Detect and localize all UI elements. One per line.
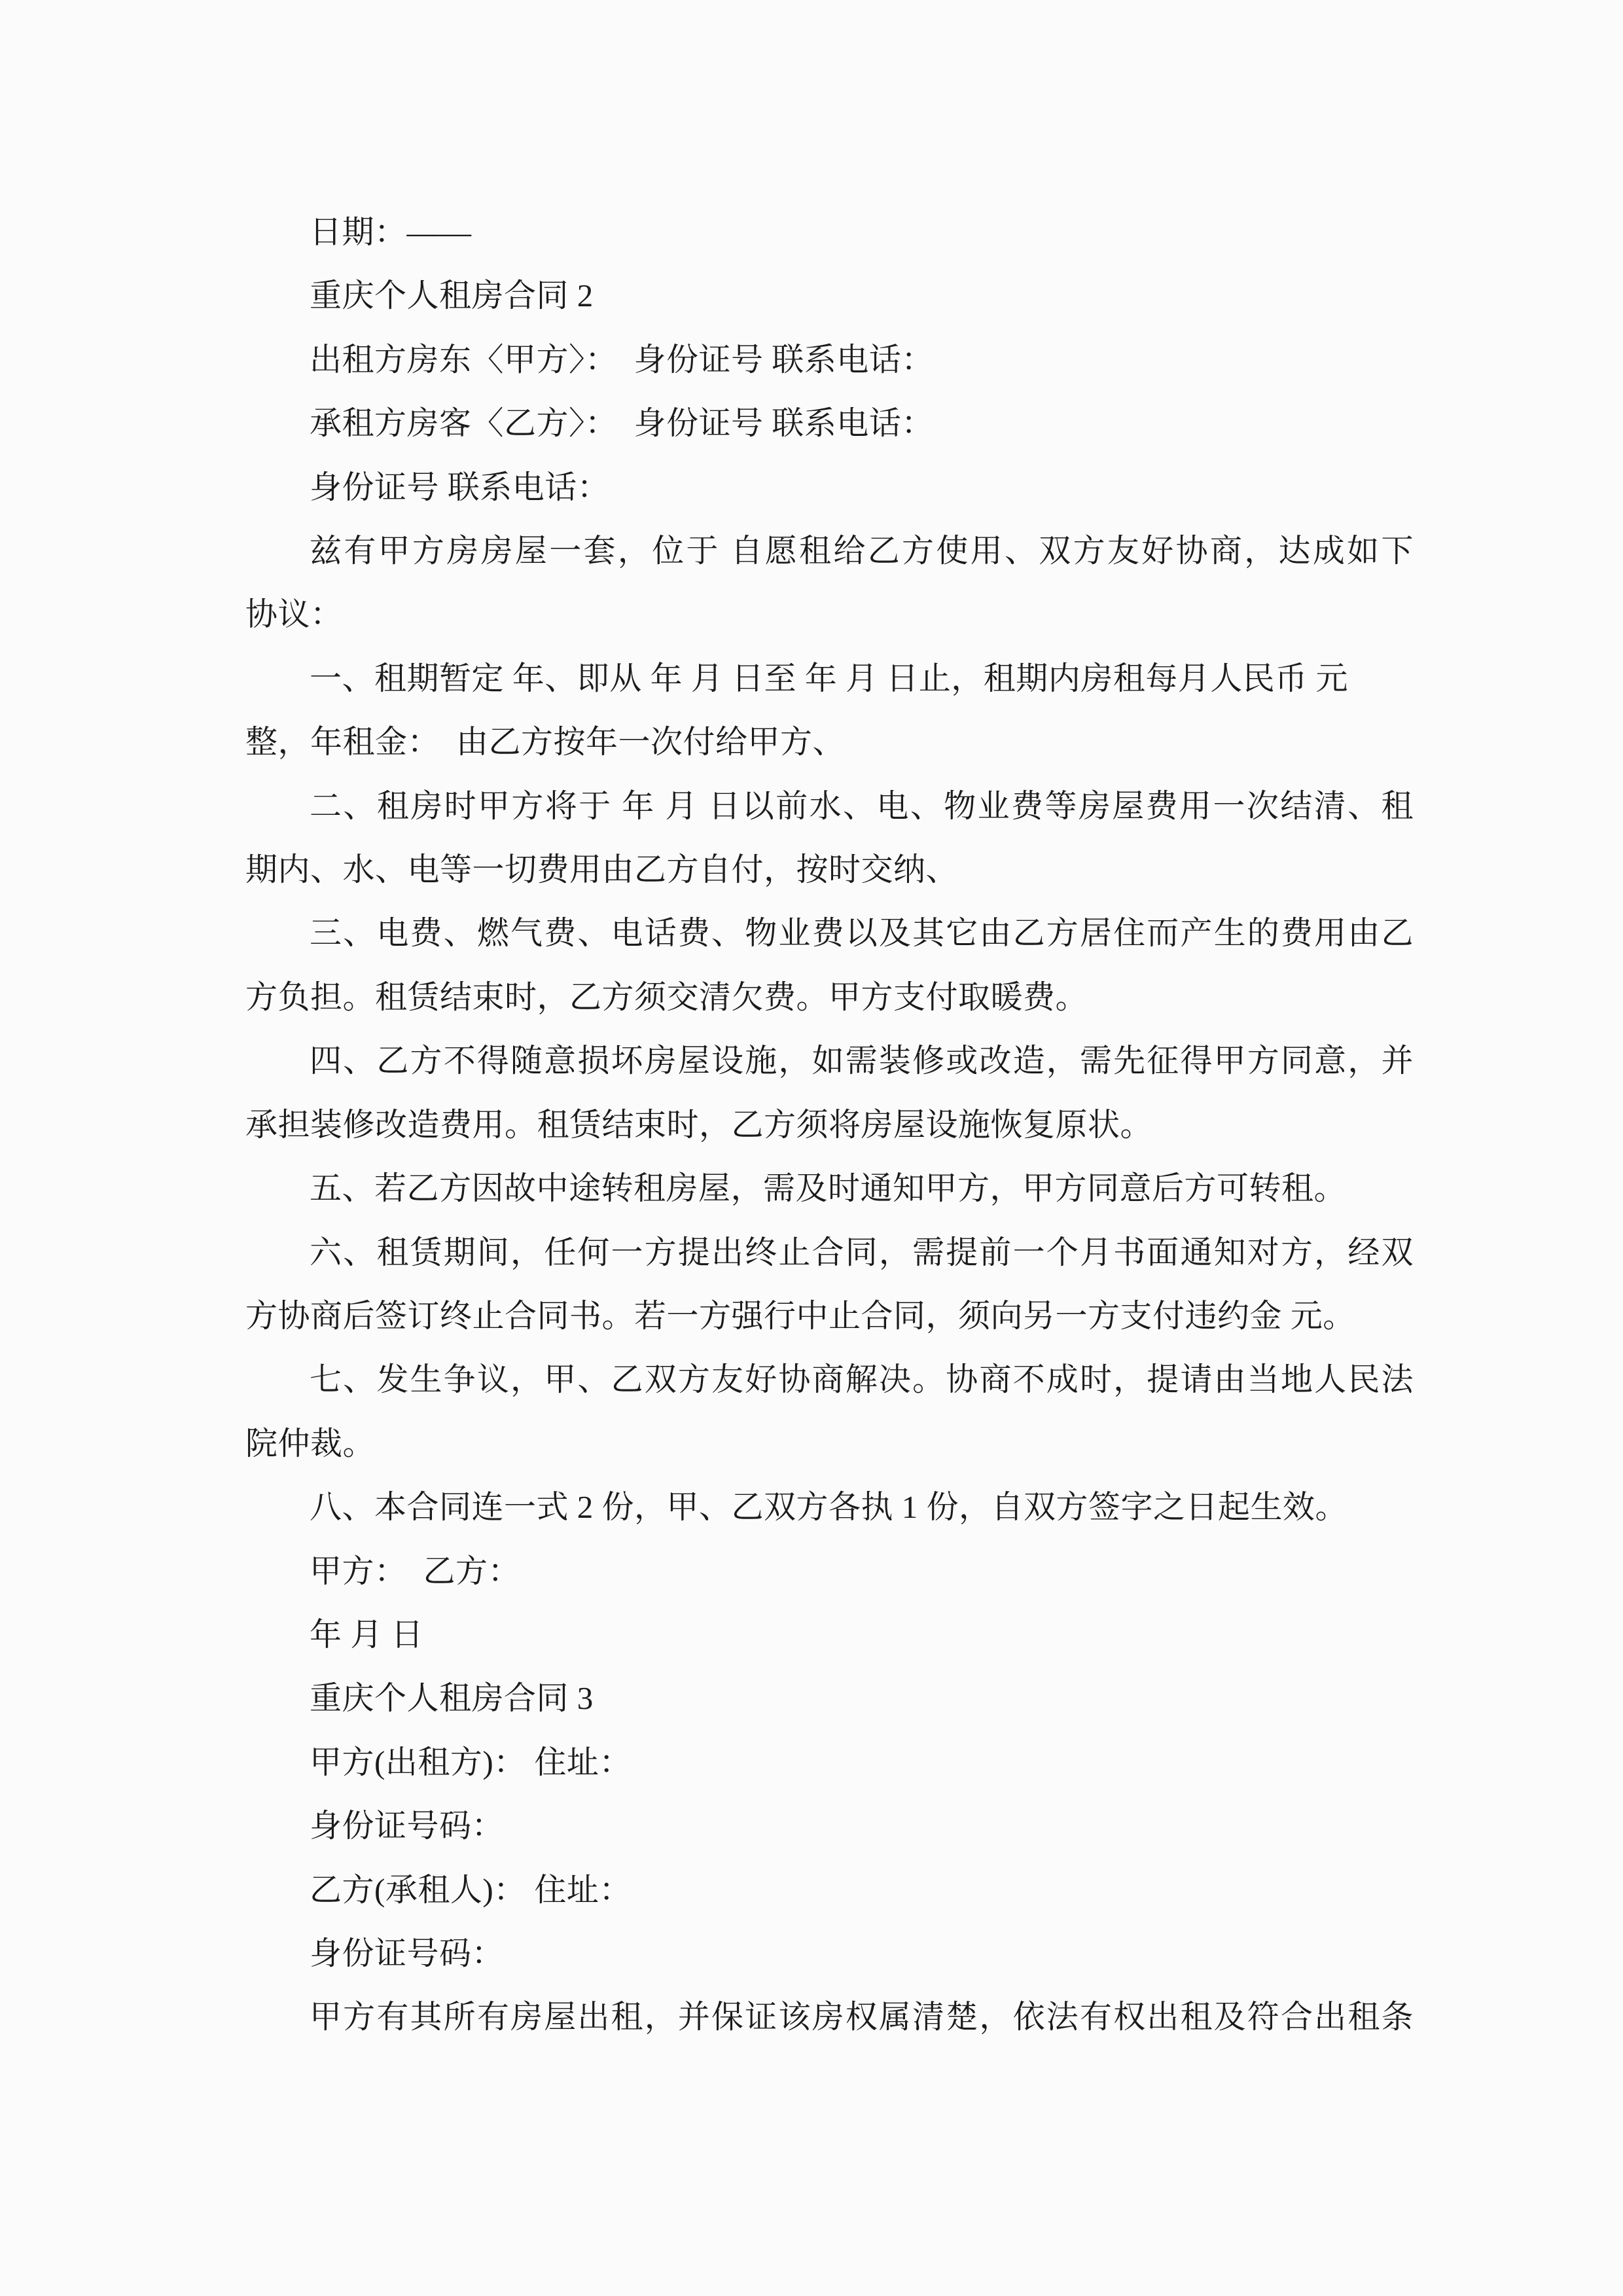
- contract-line-16: 五、若乙方因故中途转租房屋，需及时通知甲方，甲方同意后方可转租。: [310, 1170, 1347, 1207]
- contract-line-6: 兹有甲方房房屋一套，位于 自愿租给乙方使用、双方友好协商，达成如下: [310, 533, 1414, 569]
- contract-line-7: 协议：: [245, 596, 343, 633]
- contract-line-29: 甲方有其所有房屋出租，并保证该房权属清楚，依法有权出租及符合出租条: [310, 1999, 1414, 2036]
- contract-line-24: 重庆个人租房合同 3: [310, 1680, 594, 1717]
- contract-line-26: 身份证号码：: [310, 1808, 505, 1844]
- contract-line-4: 承租方房客〈乙方〉： 身份证号 联系电话：: [310, 405, 934, 442]
- contract-line-10: 二、租房时甲方将于 年 月 日以前水、电、物业费等房屋费用一次结清、租: [310, 787, 1414, 824]
- contract-line-27: 乙方(承租人)： 住址：: [310, 1871, 632, 1908]
- contract-line-22: 甲方： 乙方：: [310, 1552, 521, 1589]
- contract-line-17: 六、租赁期间，任何一方提出终止合同，需提前一个月书面通知对方，经双: [310, 1234, 1414, 1270]
- contract-line-28: 身份证号码：: [310, 1935, 505, 1971]
- contract-line-2: 重庆个人租房合同 2: [310, 278, 594, 314]
- contract-line-20: 院仲裁。: [245, 1425, 376, 1462]
- contract-line-23: 年 月 日: [310, 1616, 424, 1653]
- contract-line-1: 日期：——: [310, 214, 472, 250]
- contract-line-14: 四、乙方不得随意损坏房屋设施，如需装修或改造，需先征得甲方同意，并: [310, 1043, 1414, 1079]
- contract-line-12: 三、电费、燃气费、电话费、物业费以及其它由乙方居住而产生的费用由乙: [310, 915, 1414, 952]
- contract-line-13: 方负担。租赁结束时，乙方须交清欠费。甲方支付取暖费。: [245, 978, 1088, 1015]
- contract-line-19: 七、发生争议，甲、乙双方友好协商解决。协商不成时，提请由当地人民法: [310, 1361, 1414, 1398]
- contract-line-9: 整，年租金： 由乙方按年一次付给甲方、: [245, 724, 846, 761]
- contract-line-8: 一、租期暂定 年、即从 年 月 日至 年 月 日止，租期内房租每月人民币 元: [310, 660, 1349, 696]
- contract-line-3: 出租方房东〈甲方〉： 身份证号 联系电话：: [310, 341, 934, 378]
- contract-line-25: 甲方(出租方)： 住址：: [310, 1744, 632, 1780]
- contract-line-18: 方协商后签订终止合同书。若一方强行中止合同，须向另一方支付违约金 元。: [245, 1297, 1355, 1334]
- contract-line-21: 八、本合同连一式 2 份，甲、乙双方各执 1 份，自双方签字之日起生效。: [310, 1489, 1348, 1526]
- contract-line-15: 承担装修改造费用。租赁结束时，乙方须将房屋设施恢复原状。: [245, 1106, 1153, 1143]
- contract-line-11: 期内、水、电等一切费用由乙方自付，按时交纳、: [245, 852, 959, 888]
- contract-text-block: [245, 200, 1414, 2049]
- contract-line-5: 身份证号 联系电话：: [310, 469, 610, 505]
